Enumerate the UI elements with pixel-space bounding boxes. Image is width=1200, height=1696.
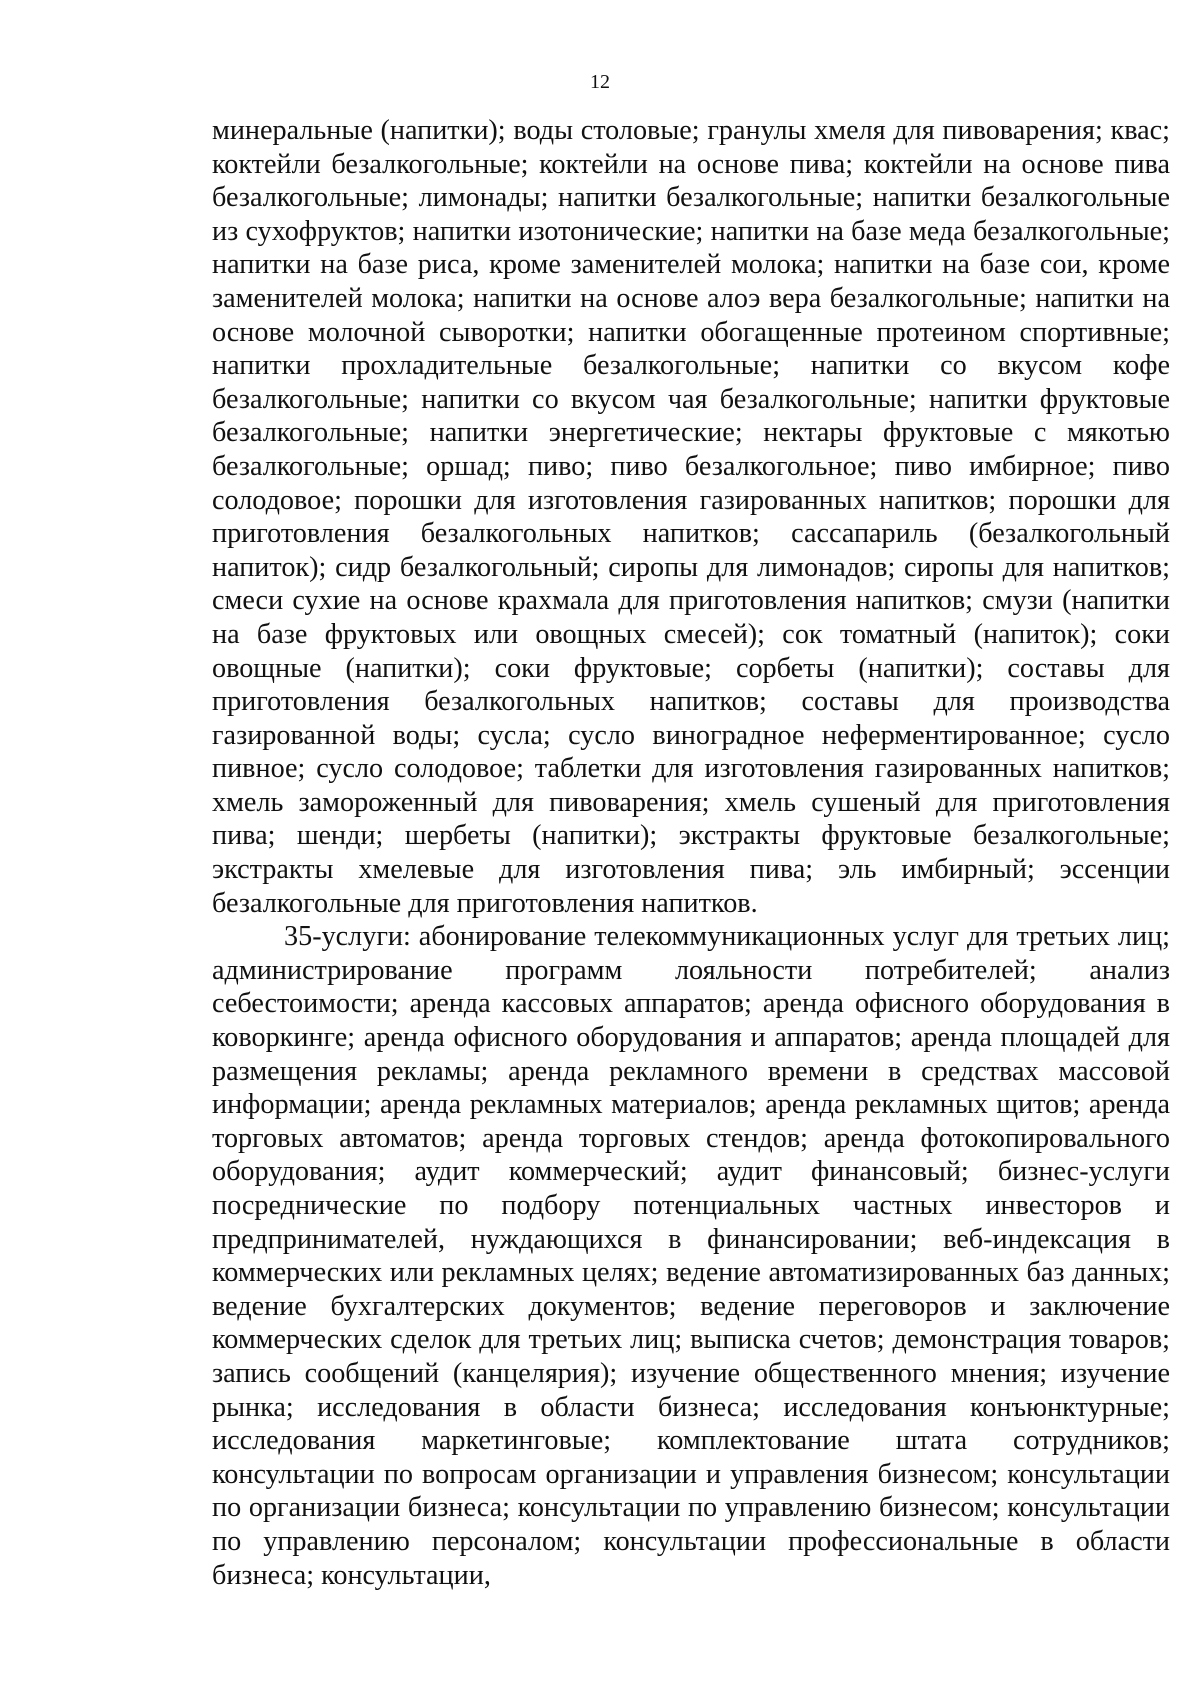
- goods-list-paragraph: минеральные (напитки); воды столовые; гранулы хмеля для пивоварения; квас; коктейли безалкогольные; коктейли на основе пива; коктейли на основе пива безалкогольные; лимонады; напитки безалкогольные; напитки безалкогольные из сухофруктов; напитки изотонические; напитки на базе меда безалкогольные; напитки на базе риса, кроме заменителей молока; напитки на базе сои, кроме заменителей молока; напитки на основе алоэ вера безалкогольные; напитки на основе молочной сыворотки; напитки обогащенные протеином спортивные; напитки прохладительные безалкогольные; напитки со вкусом кофе безалкогольные; напитки со вкусом чая безалкогольные; напитки фруктовые безалкогольные; напитки энергетические; нектары фруктовые с мякотью безалкогольные; оршад; пиво; пиво безалкогольное; пиво имбирное; пиво солодовое; порошки для изготовления газированных напитков; порошки для приготовления безалкогольных напитков; сассапариль (безалкогольный напиток); сидр безалкогольный; сиропы для лимонадов; сиропы для напитков; смеси сухие на основе крахмала для приготовления напитков; смузи (напитки на базе фруктовых или овощных смесей); сок томатный (напиток); соки овощные (напитки); соки фруктовые; сорбеты (напитки); составы для приготовления безалкогольных напитков; составы для производства газированной воды; сусла; сусло виноградное неферментированное; сусло пивное; сусло солодовое; таблетки для изготовления газированных напитков; хмель замороженный для пивоварения; хмель сушеный для приготовления пива; шенди; шербеты (напитки); экстракты фруктовые безалкогольные; экстракты хмелевые для изготовления пива; эль имбирный; эссенции безалкогольные для приготовления напитков.: [212, 115, 1170, 919]
- class-35-services-paragraph: 35-услуги: абонирование телекоммуникационных услуг для третьих лиц; администрирование программ лояльности потребителей; анализ себестоимости; аренда кассовых аппаратов; аренда офисного оборудования в коворкинге; аренда офисного оборудования и аппаратов; аренда площадей для размещения рекламы; аренда рекламного времени в средствах массовой информации; аренда рекламных материалов; аренда рекламных щитов; аренда торговых автоматов; аренда торговых стендов; аренда фотокопировального оборудования; аудит коммерческий; аудит финансовый; бизнес-услуги посреднические по подбору потенциальных частных инвесторов и предпринимателей, нуждающихся в финансировании; веб-индексация в коммерческих или рекламных целях; ведение автоматизированных баз данных; ведение бухгалтерских документов; ведение переговоров и заключение коммерческих сделок для третьих лиц; выписка счетов; демонстрация товаров; запись сообщений (канцелярия); изучение общественного мнения; изучение рынка; исследования в области бизнеса; исследования конъюнктурные; исследования маркетинговые; комплектование штата сотрудников; консультации по вопросам организации и управления бизнесом; консультации по организации бизнеса; консультации по управлению бизнесом; консультации по управлению персоналом; консультации профессиональные в области бизнеса; консультации,: [212, 921, 1170, 1591]
- page-number: 12: [590, 71, 610, 93]
- document-body: [212, 114, 1170, 1592]
